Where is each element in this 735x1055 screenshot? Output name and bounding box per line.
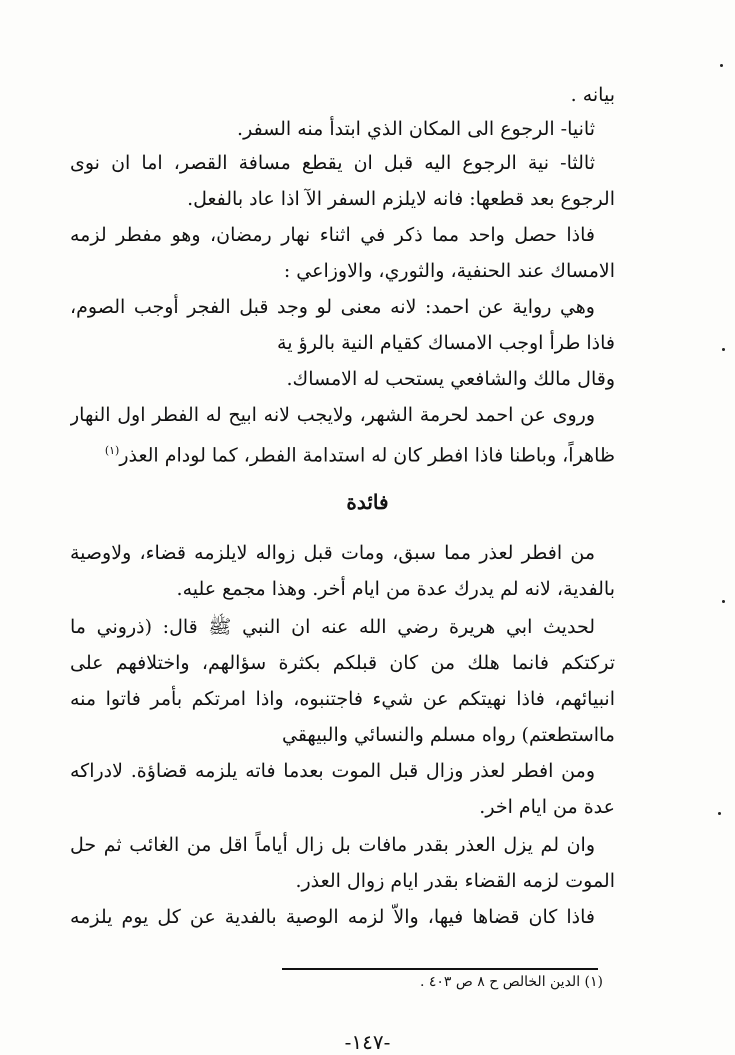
text-line-19: عدة من ايام اخر. (479, 796, 615, 818)
text-line-21: الموت لزمه القضاء بقدر ايام زوال العذر. (295, 870, 615, 892)
scan-speck (722, 600, 725, 603)
page-number: -١٤٧- (344, 1030, 391, 1054)
text-line-17: مااستطعتم) رواه مسلم والنسائي والبيهقي (281, 724, 615, 746)
section-heading: فائدة (346, 490, 389, 514)
text-lower (70, 0, 615, 960)
footnote: (١) الدين الخالص ح ٨ ص ٤٠٣ . (419, 974, 603, 990)
text-line-6: الامساك عند الحنفية، والثوري، والاوزاعي : (283, 260, 615, 282)
text-line-4: الرجوع بعد قطعها: فانه لايلزم السفر الآ اذا عاد بالفعل. (187, 188, 615, 210)
scan-speck (720, 64, 723, 67)
text-line-8: فاذا طرأ اوجب الامساك كقيام النية بالرؤ ية (277, 332, 615, 354)
text-line-2: ثانيا- الرجوع الى المكان الذي ابتدأ منه السفر. (237, 118, 595, 140)
text-line-10: وروى عن احمد لحرمة الشهر، ولايجب لانه ابيح له الفطر اول النهار (70, 404, 595, 426)
footnote-marker: (١) (104, 444, 120, 457)
text-line-16: انبيائهم، فاذا نهيتكم عن شيء فاجتنبوه، واذا امرتكم بأمر فاتوا منه (70, 688, 615, 710)
text-line-11-body: ظاهراً، وباطنا فاذا افطر كان له استدامة الفطر، كما لودام العذر (119, 444, 615, 467)
scan-speck (718, 812, 721, 815)
text-line-20: وان لم يزل العذر بقدر مافات بل زال أياماً اقل من الغائب ثم حل (70, 834, 595, 856)
text-line-9: وقال مالك والشافعي يستحب له الامساك. (286, 368, 615, 390)
text-line-1: بيانه . (570, 84, 615, 106)
scan-speck (722, 348, 725, 351)
footnote-divider (282, 968, 598, 970)
text-line-5: فاذا حصل واحد مما ذكر في اثناء نهار رمضان، وهو مفطر لزمه (70, 224, 595, 246)
text-line-7: وهي رواية عن احمد: لانه معنى لو وجد قبل الفجر أوجب الصوم، (70, 296, 595, 318)
text-line-18: ومن افطر لعذر وزال قبل الموت بعدما فاته يلزمه قضاؤة. لادراكه (70, 760, 595, 782)
text-line-12: من افطر لعذر مما سبق، ومات قبل زواله لايلزمه قضاء، ولاوصية (70, 542, 595, 564)
text-line-14: لحديث ابي هريرة رضي الله عنه ان النبي ﷺ قال: (ذروني ما (70, 616, 595, 638)
text-line-13: بالفدية، لانه لم يدرك عدة من ايام أخر. وهذا مجمع عليه. (176, 578, 615, 600)
text-line-15: تركتكم فانما هلك من كان قبلكم بكثرة سؤالهم، واختلافهم على (70, 652, 615, 674)
text-line-3: ثالثا- نية الرجوع اليه قبل ان يقطع مسافة القصر، اما ان نوى (70, 152, 595, 174)
text-line-22: فاذا كان قضاها فيها، والاّ لزمه الوصية بالفدية عن كل يوم يلزمه (70, 906, 595, 928)
